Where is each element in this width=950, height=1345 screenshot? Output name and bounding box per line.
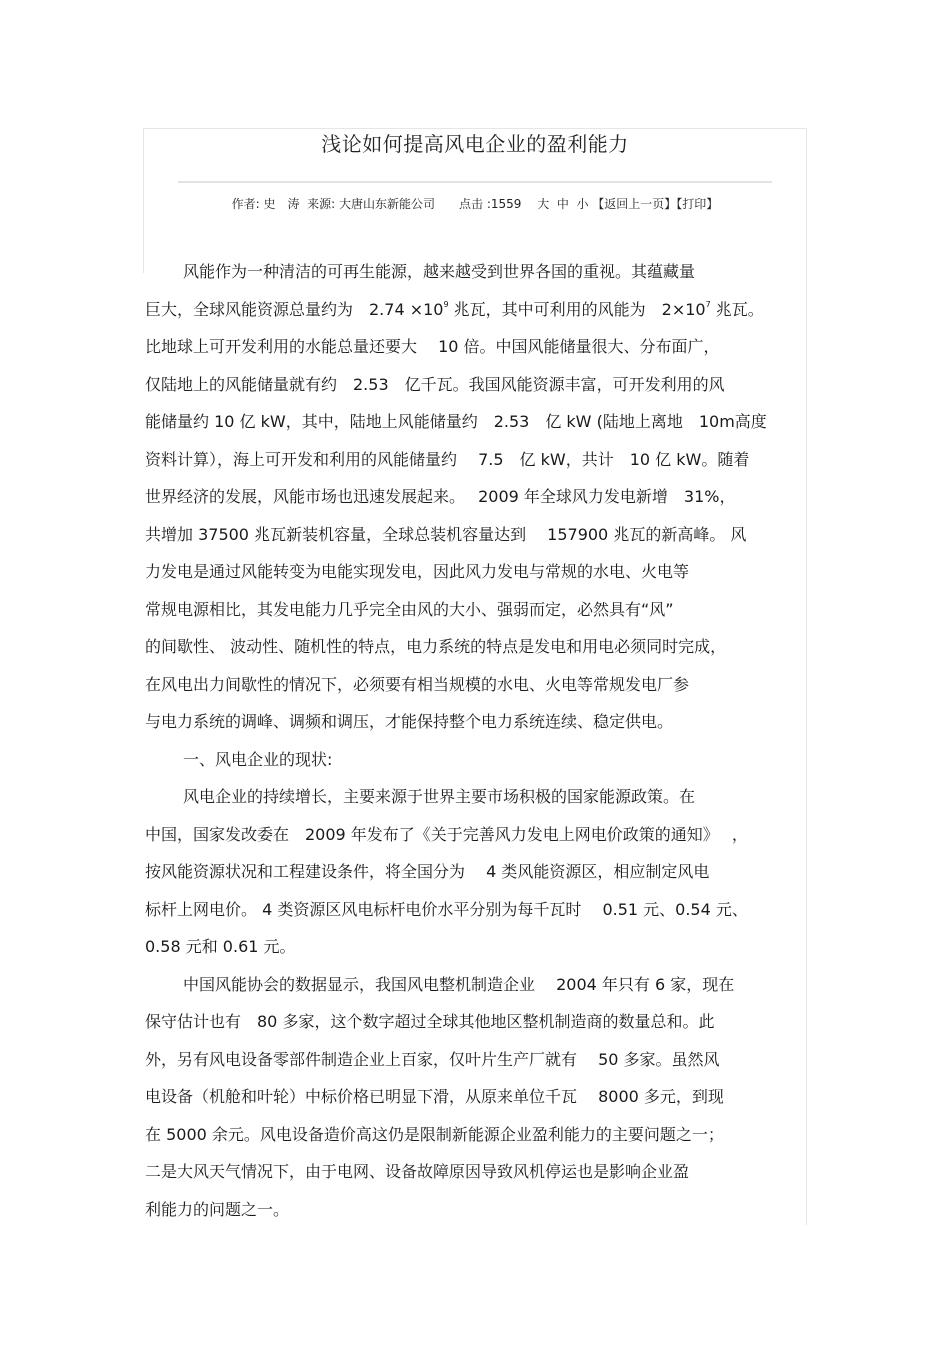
body-line: 与电力系统的调峰、调频和调压，才能保持整个电力系统连续、稳定供电。 xyxy=(145,712,674,731)
body-line: 风电企业的持续增长，主要来源于世界主要市场积极的国家能源政策。在 xyxy=(183,787,696,806)
body-line: 常规电源相比，其发电能力几乎完全由风的大小、强弱而定，必然具有“风” xyxy=(145,599,674,619)
body-line: 的间歇性、 波动性、随机性的特点，电力系统的特点是发电和用电必须同时完成， xyxy=(145,637,727,656)
body-line: 力发电是通过风能转变为电能实现发电，因此风力发电与常规的水电、火电等 xyxy=(145,562,690,581)
body-line: 仅陆地上的风能储量就有约 2.53 亿千瓦。我国风能资源丰富，可开发利用的风 xyxy=(145,374,725,394)
body-line: 比地球上可开发利用的水能总量还要大 10 倍。中国风能储量很大、分布面广， xyxy=(145,337,720,356)
section-heading: 一、风电企业的现状: xyxy=(183,749,333,769)
body-line: 在 5000 余元。风电设备造价高这仍是限制新能源企业盈利能力的主要问题之一； xyxy=(145,1124,724,1144)
body-line: 风能作为一种清洁的可再生能源，越来越受到世界各国的重视。其蕴藏量 xyxy=(183,262,696,281)
article-meta: 作者: 史 涛 来源: 大唐山东新能公司 点击 :1559 大 中 小 【返回上一页】【打印】 xyxy=(231,197,719,211)
body-line: 巨大，全球风能资源总量约为 $2.74 \times 10^9$ 兆瓦，其中可利用的风能为 $2\times 10^7$ 兆瓦。 xyxy=(145,299,764,319)
body-line: 利能力的问题之一。 xyxy=(145,1199,290,1219)
body-line: 在风电出力间歇性的情况下，必须要有相当规模的水电、火电等常规发电厂参 xyxy=(145,674,690,694)
body-line: 外，另有风电设备零部件制造企业上百家，仅叶片生产厂就有 50 多家。虽然风 xyxy=(145,1049,720,1069)
body-line: 0.58 元和 0.61 元。 xyxy=(145,937,296,956)
body-line: 共增加 37500 兆瓦新装机容量，全球总装机容量达到 157900 兆瓦的新高峰。 风 xyxy=(145,524,747,544)
body-line: 按风能资源状况和工程建设条件，将全国分为 4 类风能资源区，相应制定风电 xyxy=(145,862,710,881)
article-body xyxy=(145,258,807,1233)
body-line: 中国，国家发改委在 2009 年发布了《关于完善风力发电上网电价政策的通知》 ， xyxy=(145,824,748,844)
body-line: 中国风能协会的数据显示，我国风电整机制造企业 2004 年只有 6 家，现在 xyxy=(183,974,735,994)
body-line: 标杆上网电价。 4 类资源区风电标杆电价水平分别为每千瓦时 0.51 元、0.54 元、 xyxy=(145,899,748,919)
article-title: 浅论如何提高风电企业的盈利能力 xyxy=(321,132,629,156)
body-line: 电设备（机舱和叶轮）中标价格已明显下滑，从原来单位千瓦 8000 多元，到现 xyxy=(145,1087,724,1106)
body-line: 资料计算），海上可开发和利用的风能储量约 7.5 亿 kW，共计 10 亿 kW。随着 xyxy=(145,449,750,469)
body-line: 能储量约 10 亿 kW，其中，陆地上风能储量约 2.53 亿 kW (陆地上离地 10m高度 xyxy=(145,412,767,431)
title-divider xyxy=(178,181,772,183)
body-line: 世界经济的发展，风能市场也迅速发展起来。 2009 年全球风力发电新增 31%， xyxy=(145,487,736,506)
body-line: 保守估计也有 80 多家，这个数字超过全球其他地区整机制造商的数量总和。此 xyxy=(145,1012,715,1031)
body-line: 二是大风天气情况下，由于电网、设备故障原因导致风机停运也是影响企业盈 xyxy=(145,1162,690,1181)
